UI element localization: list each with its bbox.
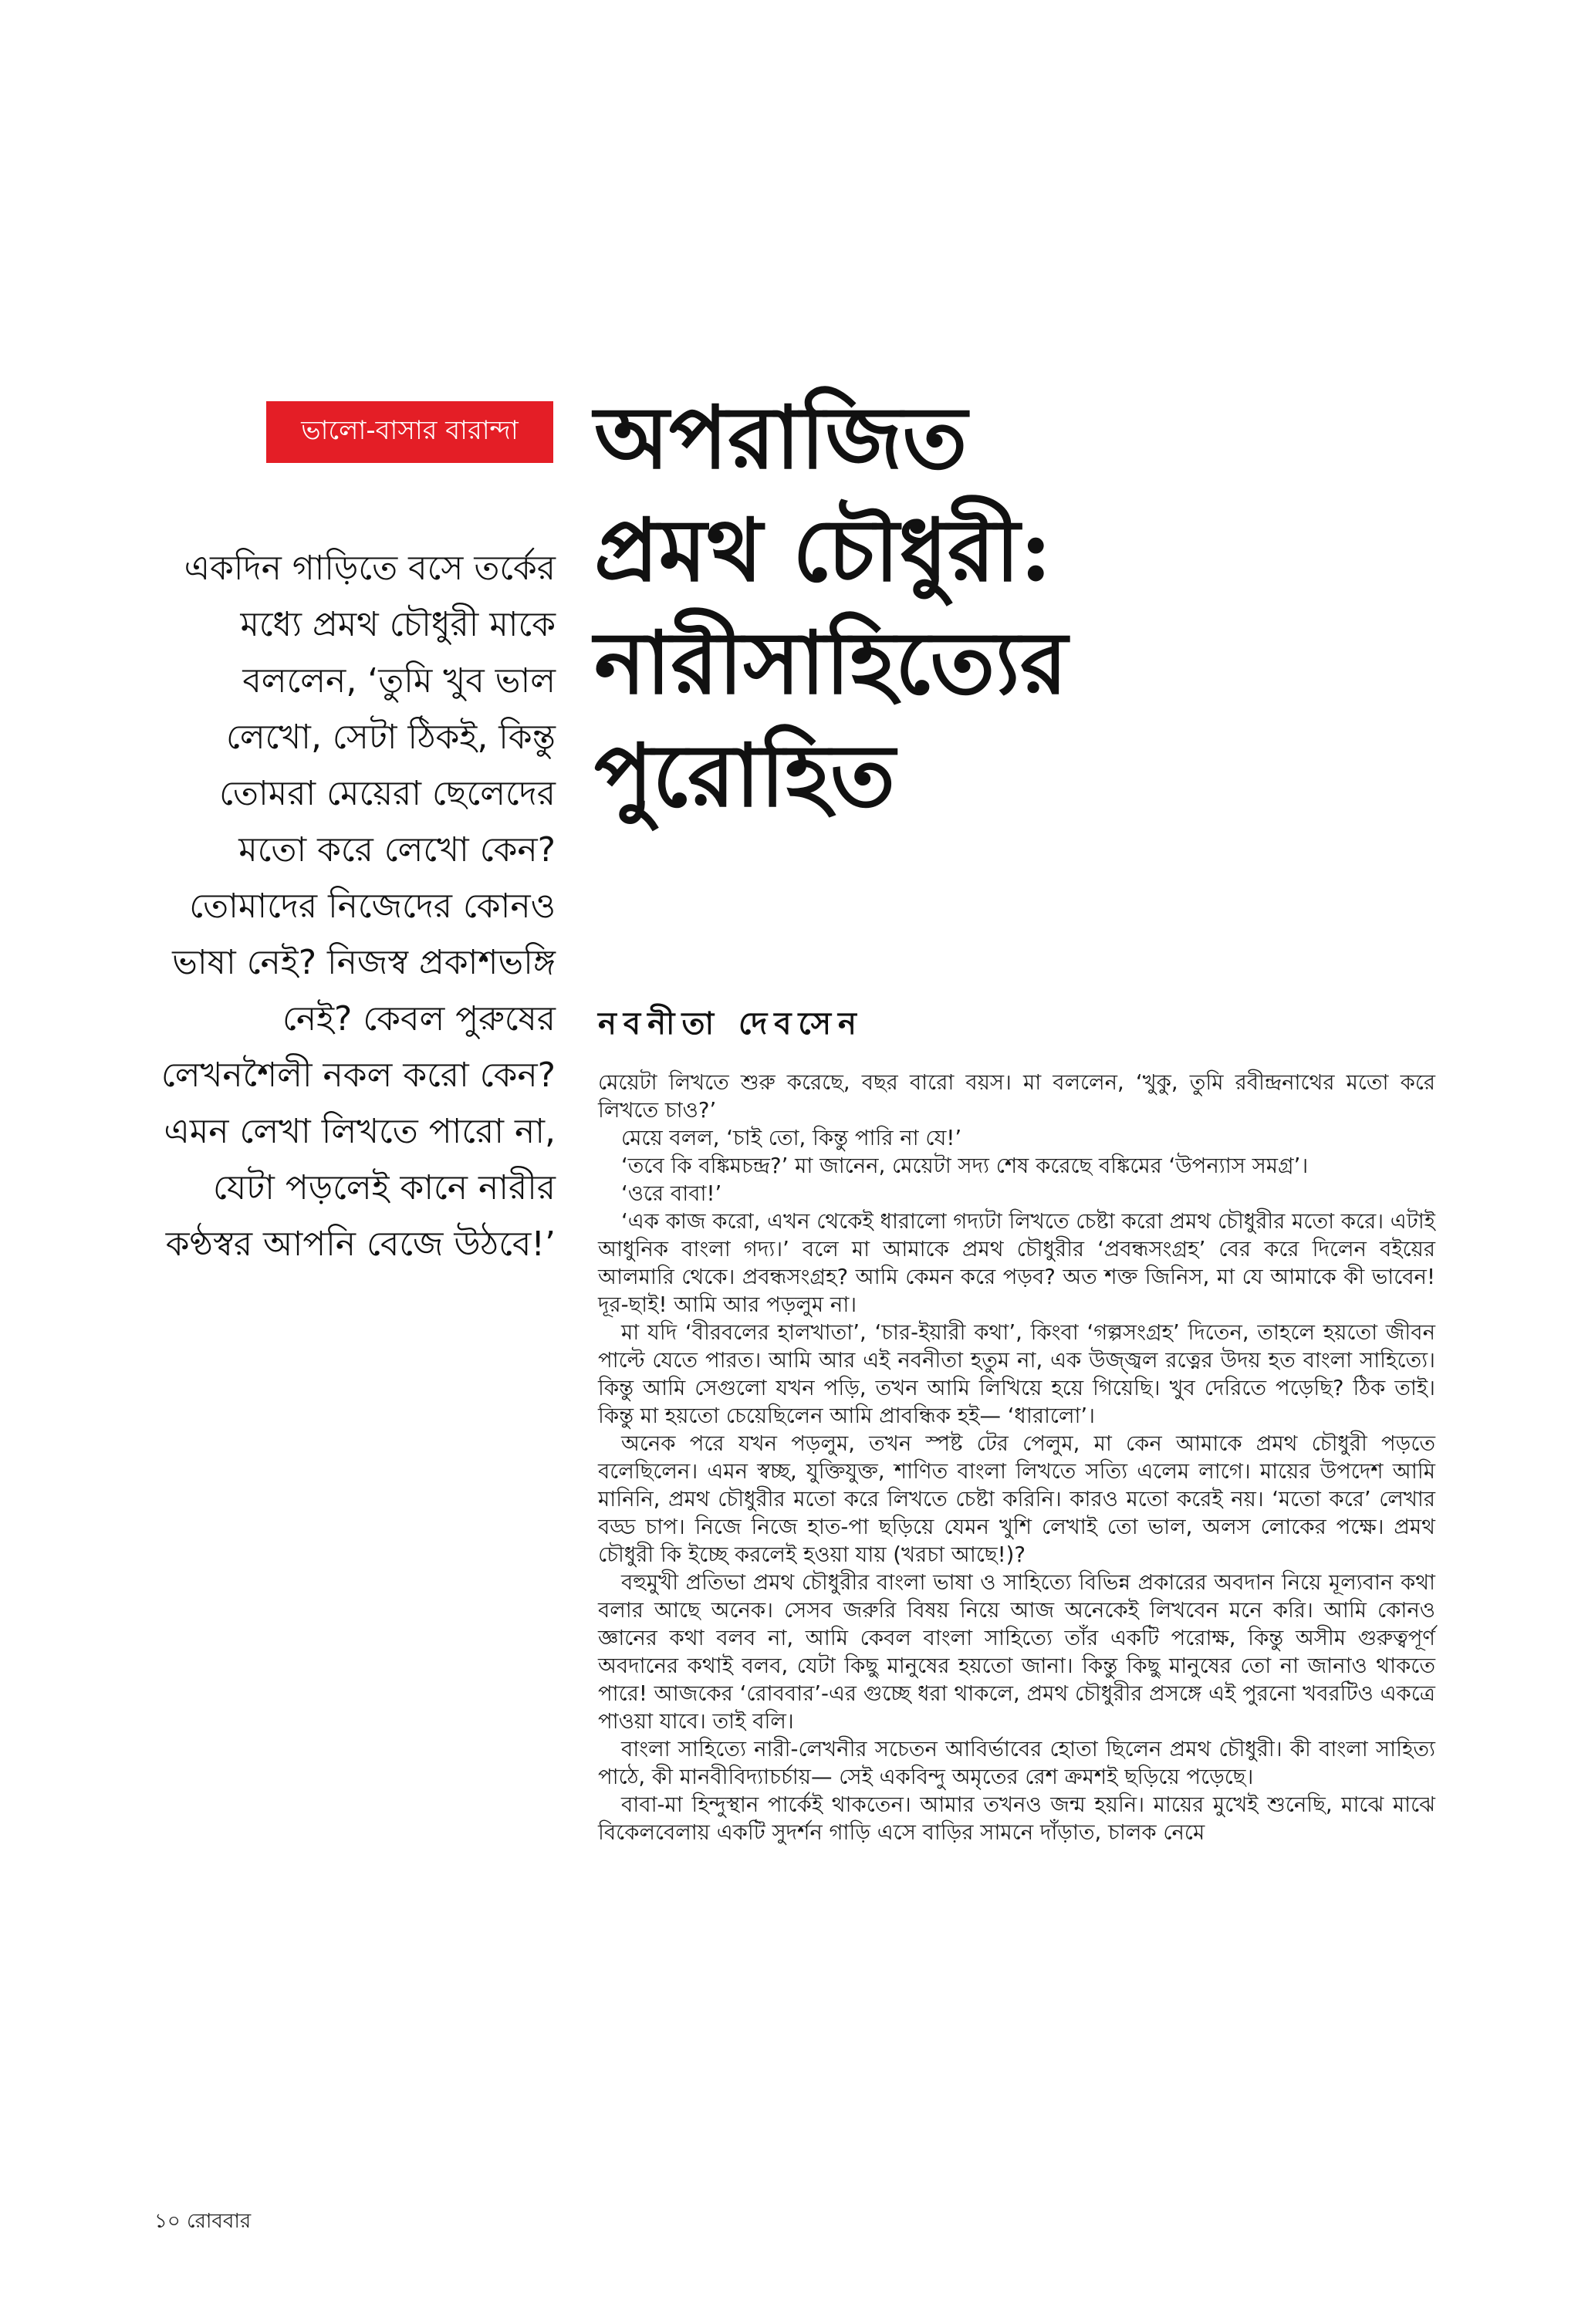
article-paragraph: ‘এক কাজ করো, এখন থেকেই ধারালো গদ্যটা লিখতে চেষ্টা করো প্রমথ চৌধুরীর মতো করে। এটাই আধুনিক বাংলা গদ্য।’ বলে মা আমাকে প্রমথ চৌধুরীর ‘প্রবন্ধসংগ্রহ’ বের করে দিলেন বইয়ের আলমারি থেকে। প্রবন্ধসংগ্রহ? আমি কেমন করে পড়ব? অত শক্ত জিনিস, মা যে আমাকে কী ভাবেন! দূর-ছাই! আমি আর পড়লুম না।: [598, 1209, 1435, 1317]
headline: [594, 382, 1520, 833]
article-paragraph: অনেক পরে যখন পড়লুম, তখন স্পষ্ট টের পেলুম, মা কেন আমাকে প্রমথ চৌধুরী পড়তে বলেছিলেন। এমন স্বচ্ছ, যুক্তিযুক্ত, শাণিত বাংলা লিখতে সত্যি এলেম লাগে। মায়ের উপদেশ আমি মানিনি, প্রমথ চৌধুরীর মতো করে লিখতে চেষ্টা করিনি। কারও মতো করেই নয়। ‘মতো করে’ লেখার বড্ড চাপ। নিজে নিজে হাত-পা ছড়িয়ে যেমন খুশি লেখাই তো ভাল, অলস লোকের পক্ষে। প্রমথ চৌধুরী কি ইচ্ছে করলেই হওয়া যায় (খরচা আছে!)?: [598, 1431, 1435, 1567]
article-paragraph: বাংলা সাহিত্যে নারী-লেখনীর সচেতন আবির্ভাবের হোতা ছিলেন প্রমথ চৌধুরী। কী বাংলা সাহিত্য পাঠে, কী মানবীবিদ্যাচর্চায়— সেই একবিন্দু অমৃতের রেশ ক্রমশই ছড়িয়ে পড়েছে।: [598, 1737, 1435, 1789]
section-tag: ভালো-বাসার বারান্দা: [266, 401, 553, 463]
article-paragraph: বহুমুখী প্রতিভা প্রমথ চৌধুরীর বাংলা ভাষা ও সাহিত্যে বিভিন্ন প্রকারের অবদান নিয়ে মূল্যবান কথা বলার আছে অনেক। সেসব জরুরি বিষয় নিয়ে আজ অনেকেই লিখবেন মনে করি। আমি কোনও জ্ঞানের কথা বলব না, আমি কেবল বাংলা সাহিত্যে তাঁর একটি পরোক্ষ, কিন্তু অসীম গুরুত্বপূর্ণ অবদানের কথাই বলব, যেটা কিছু মানুষের হয়তো জানা। কিন্তু কিছু মানুষের তো না জানাও থাকতে পারে! আজকের ‘রোববার’-এর গুচ্ছে ধরা থাকলে, প্রমথ চৌধুরীর প্রসঙ্গে এই পুরনো খবরটিও একত্রে পাওয়া যাবে। তাই বলি।: [598, 1570, 1435, 1734]
article-paragraph: বাবা-মা হিন্দুস্থান পার্কেই থাকতেন। আমার তখনও জন্ম হয়নি। মায়ের মুখেই শুনেছি, মাঝে মাঝে বিকেলবেলায় একটি সুদর্শন গাড়ি এসে বাড়ির সামনে দাঁড়াত, চালক নেমে: [598, 1792, 1435, 1845]
page-folio: ১০ রোববার: [154, 2210, 252, 2233]
article-paragraph: ‘ওরে বাবা!’: [621, 1181, 722, 1206]
pull-quote: একদিন গাড়িতে বসে তর্কের মধ্যে প্রমথ চৌধুরী মাকে বললেন, ‘তুমি খুব ভাল লেখো, সেটা ঠিকই, কিন্তু তোমরা মেয়েরা ছেলেদের মতো করে লেখো কেন? তোমাদের নিজেদের কোনও ভাষা নেই? নিজস্ব প্রকাশভঙ্গি নেই? কেবল পুরুষের লেখনশৈলী নকল করো কেন? এমন লেখা লিখতে পারো না, যেটা পড়লেই কানে নারীর কণ্ঠস্বর আপনি বেজে উঠবে!’: [161, 549, 556, 1264]
article-paragraph: ‘তবে কি বঙ্কিমচন্দ্র?’ মা জানেন, মেয়েটা সদ্য শেষ করেছে বঙ্কিমের ‘উপন্যাস সমগ্র’।: [621, 1154, 1309, 1178]
article-paragraph: মেয়ে বলল, ‘চাই তো, কিন্তু পারি না যে!’: [621, 1126, 962, 1150]
headline-line: পুরোহিত: [594, 725, 896, 826]
headline-line: নারীসাহিত্যের: [594, 613, 1068, 714]
author-byline: নবনীতা দেবসেন: [598, 1006, 863, 1042]
article-paragraph: মা যদি ‘বীরবলের হালখাতা’, ‘চার-ইয়ারী কথা’, কিংবা ‘গল্পসংগ্রহ’ দিতেন, তাহলে হয়তো জীবন পাল্টে যেতে পারত। আমি আর এই নবনীতা হতুম না, এক উজ্জ্বল রত্নের উদয় হত বাংলা সাহিত্যে। কিন্তু আমি সেগুলো যখন পড়ি, তখন আমি লিখিয়ে হয়ে গিয়েছি। খুব দেরিতে পড়েছি? ঠিক তাই। কিন্তু মা হয়তো চেয়েছিলেন আমি প্রাবন্ধিক হই— ‘ধারালো’।: [598, 1320, 1435, 1428]
article-body: [598, 1069, 1435, 1846]
article-paragraph: মেয়েটা লিখতে শুরু করেছে, বছর বারো বয়স। মা বললেন, ‘খুকু, তুমি রবীন্দ্রনাথের মতো করে লিখতে চাও?’: [598, 1070, 1435, 1123]
headline-line: অপরাজিত: [594, 387, 968, 488]
headline-line: প্রমথ চৌধুরী:: [594, 500, 1053, 601]
